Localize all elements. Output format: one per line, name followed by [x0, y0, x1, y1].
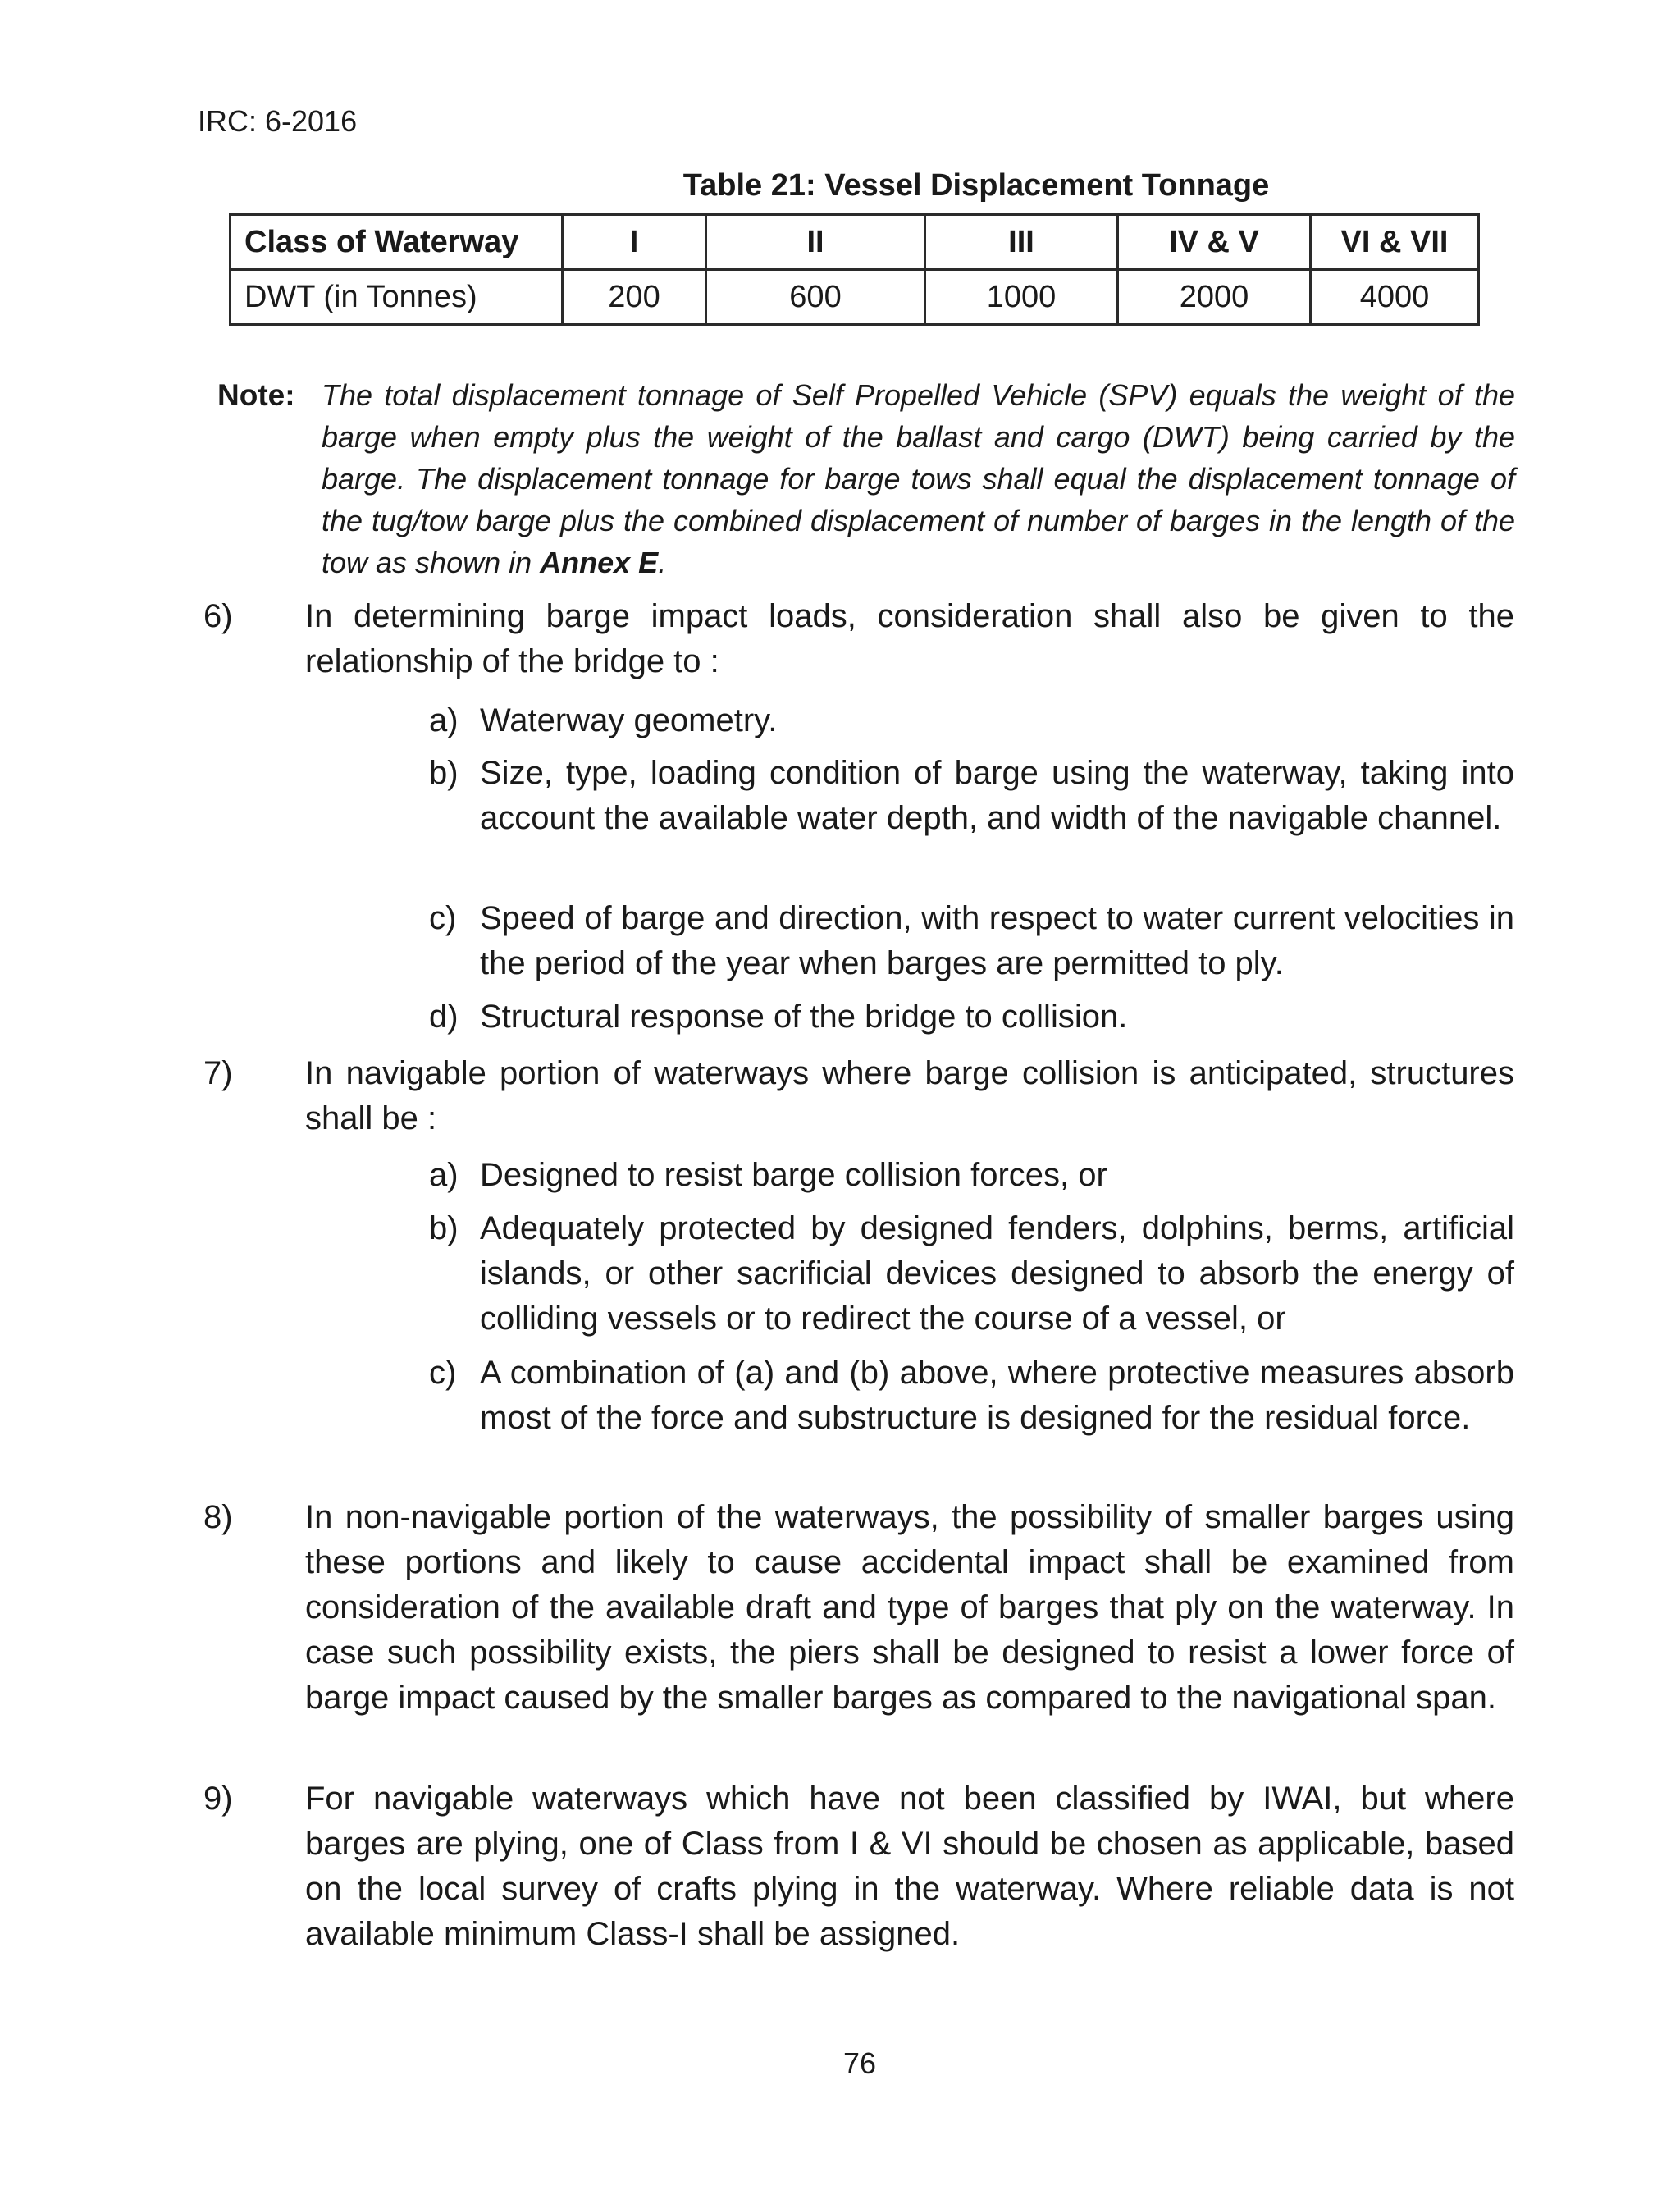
table-header-cell: III [925, 215, 1118, 270]
sub-text: Waterway geometry. [480, 702, 778, 738]
table-cell: 600 [706, 270, 925, 325]
clause-6-sub-d [429, 994, 1514, 1040]
clause-text: In determining barge impact loads, consideration shall also be given to the relationship of the bridge to : [305, 598, 1514, 679]
sub-label: a) [429, 702, 459, 738]
table-cell: DWT (in Tonnes) [231, 270, 563, 325]
sub-text: Designed to resist barge collision forces, or [480, 1157, 1107, 1193]
table-title: Table 21: Vessel Displacement Tonnage [682, 168, 1270, 203]
clause-8 [203, 1495, 1514, 1721]
sub-label: b) [429, 755, 459, 791]
note-body: The total displacement tonnage of Self Propelled Vehicle (SPV) equals the weight of the barge when empty plus the weight of the ballast and cargo (DWT) being carried by the barge. The displacement tonnage for barge tows shall equal the displacement tonnage of the tug/tow barge plus the combined displacement of number of barges in the length of the tow as shown in [322, 378, 1515, 579]
clause-6-sub-b [429, 751, 1514, 841]
table-cell: 1000 [925, 270, 1118, 325]
table-data-row [231, 270, 1479, 325]
vessel-displacement-table [229, 213, 1480, 326]
annex-reference: Annex E [540, 546, 659, 579]
clause-6 [203, 594, 1514, 684]
sub-text: Structural response of the bridge to collision. [480, 999, 1128, 1035]
clause-number: 9) [203, 1781, 233, 1817]
clause-9 [203, 1776, 1514, 1957]
table-header-cell: I [563, 215, 706, 270]
sub-label: a) [429, 1157, 459, 1193]
note-end: . [658, 546, 667, 579]
table-header-cell: Class of Waterway [231, 215, 563, 270]
table-header-cell: IV & V [1118, 215, 1311, 270]
clause-text: In navigable portion of waterways where barge collision is anticipated, structures shall be : [305, 1055, 1514, 1136]
clause-7-sub-a [429, 1153, 1514, 1198]
clause-number: 7) [203, 1055, 233, 1091]
table-cell: 200 [563, 270, 706, 325]
clause-7-sub-c [429, 1351, 1514, 1441]
table-header-cell: II [706, 215, 925, 270]
clause-number: 6) [203, 598, 233, 634]
clause-7-sub-b [429, 1206, 1514, 1342]
sub-text: Speed of barge and direction, with respect to water current velocities in the period of the year when barges are permitted to ply. [480, 900, 1514, 981]
clause-6-sub-a [429, 698, 1514, 743]
sub-label: c) [429, 900, 457, 936]
note-text [322, 374, 1515, 583]
document-code: IRC: 6-2016 [198, 104, 358, 138]
note-label: Note: [217, 378, 295, 412]
table-note [217, 374, 1515, 583]
clause-text: In non-navigable portion of the waterways, the possibility of smaller barges using these portions and likely to cause accidental impact shall be examined from consideration of the available draft and type of barges that ply on the waterway. In case such possibility exists, the piers shall be designed to resist a lower force of barge impact caused by the smaller barges as compared to the navigational span. [305, 1499, 1514, 1716]
sub-label: c) [429, 1355, 457, 1391]
sub-label: d) [429, 999, 459, 1035]
sub-label: b) [429, 1210, 459, 1246]
clause-number: 8) [203, 1499, 233, 1535]
table-cell: 2000 [1118, 270, 1311, 325]
sub-text: A combination of (a) and (b) above, where protective measures absorb most of the force and substructure is designed for the residual force. [480, 1355, 1514, 1436]
clause-7 [203, 1051, 1514, 1141]
sub-text: Adequately protected by designed fenders, dolphins, berms, artificial islands, or other sacrificial devices designed to absorb the energy of colliding vessels or to redirect the course of a vessel, or [480, 1210, 1514, 1337]
clause-text: For navigable waterways which have not been classified by IWAI, but where barges are plying, one of Class from I & VI should be chosen as applicable, based on the local survey of crafts plying in the waterway. Where reliable data is not available minimum Class-I shall be assigned. [305, 1781, 1514, 1952]
table-header-row [231, 215, 1479, 270]
sub-text: Size, type, loading condition of barge using the waterway, taking into account the available water depth, and width of the navigable channel. [480, 755, 1514, 836]
page-number: 76 [842, 2046, 877, 2080]
table-header-cell: VI & VII [1311, 215, 1479, 270]
table-cell: 4000 [1311, 270, 1479, 325]
clause-6-sub-c [429, 896, 1514, 986]
